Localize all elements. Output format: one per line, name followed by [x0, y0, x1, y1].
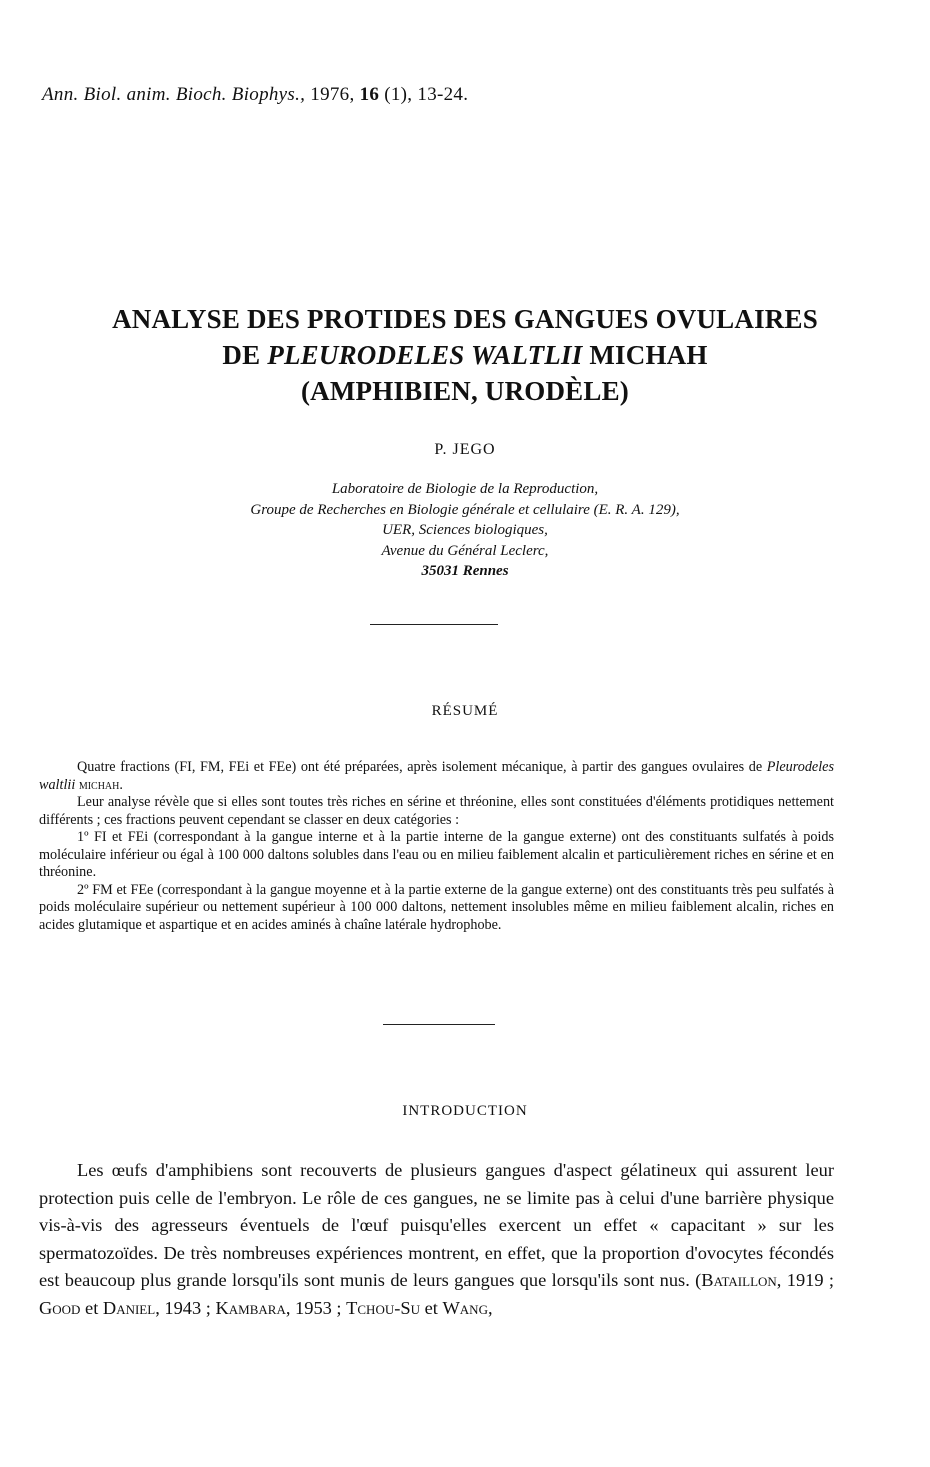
separator-rule	[370, 624, 498, 625]
reference-author: Kambara	[215, 1297, 286, 1318]
affiliation-line: UER, Sciences biologiques,	[382, 522, 548, 538]
abstract-paragraph: Quatre fractions (FI, FM, FEi et FEe) ont été préparées, après isolement mécanique, à partir des gangues ovulaires de Pleurodeles waltlii michah.	[39, 759, 834, 793]
title-line-2	[40, 337, 890, 373]
reference-author: Daniel	[102, 1297, 156, 1318]
title-line-1: ANALYSE DES PROTIDES DES GANGUES OVULAIRES	[112, 304, 818, 334]
introduction-heading: INTRODUCTION	[402, 1103, 528, 1119]
title-species-author: MICHAH	[589, 340, 708, 370]
citation-list: (Bataillon, 1919 ; Good et Daniel, 1943 ; Kambara, 1953 ; Tchou-Su et Wang,	[39, 1270, 834, 1318]
abstract-paragraph: Leur analyse révèle que si elles sont toutes très riches en sérine et thréonine, elles sont constituées d'éléments protidiques nettement différents ; ces fractions peuvent cependant se classer en deux catégories :	[39, 794, 834, 828]
body-paragraph: Les œufs d'amphibiens sont recouverts de plusieurs gangues d'aspect gélatineux qui assurent leur protection puis celle de l'embryon. Le rôle de ces gangues, ne se limite pas à celui d'une barrière physique vis-à-vis des agresseurs éventuels de l'œuf puisqu'elles exercent un effet « capacitant » sur les spermatozoïdes. De très nombreuses expériences montrent, en effet, que la proportion d'ovocytes fécondés est beaucoup plus grande lorsqu'ils sont munis de leurs gangues que lorsqu'ils sont nus. (Bataillon, 1919 ; Good et Daniel, 1943 ; Kambara, 1953 ; Tchou-Su et Wang,	[39, 1160, 834, 1318]
abstract	[39, 759, 834, 934]
reference-author: Wang	[442, 1297, 488, 1318]
author-name: P. JEGO	[434, 441, 496, 458]
reference-author: Tchou-Su	[346, 1297, 420, 1318]
affiliation-line: 35031 Rennes	[421, 563, 509, 579]
separator-rule	[383, 1024, 495, 1025]
journal-volume: 16	[359, 84, 380, 105]
species-name: Pleurodeles waltlii	[39, 759, 834, 793]
paper-title	[40, 301, 890, 409]
title-species: PLEURODELES WALTLII	[267, 340, 583, 370]
introduction-body	[39, 1157, 834, 1322]
resume-heading: RÉSUMÉ	[431, 703, 499, 719]
journal-name: Ann. Biol. anim. Bioch. Biophys.,	[42, 84, 306, 105]
journal-issue-pages: (1), 13-24.	[384, 84, 469, 105]
reference-author: Good	[39, 1297, 81, 1318]
abstract-paragraph: 2º FM et FEe (correspondant à la gangue moyenne et à la partie externe de la gangue externe) ont des constituants très peu sulfatés à poids moléculaire supérieur ou nettement supérieur à 100 000 daltons, nettement insolubles même en milieu faiblement alcalin, riches en acides glutamique et aspartique et en acides aminés à chaîne latérale hydrophobe.	[39, 881, 834, 933]
journal-year: 1976,	[310, 84, 355, 105]
affiliation-line: Groupe de Recherches en Biologie générale et cellulaire (E. R. A. 129),	[250, 501, 680, 518]
reference-author: Bataillon	[701, 1270, 777, 1290]
title-line-3: (AMPHIBIEN, URODÈLE)	[300, 376, 629, 406]
affiliation	[60, 479, 870, 582]
affiliation-line: Avenue du Général Leclerc,	[381, 542, 549, 559]
journal-citation	[42, 84, 468, 106]
species-author: michah.	[78, 776, 123, 793]
affiliation-line: Laboratoire de Biologie de la Reproduction,	[331, 481, 599, 497]
abstract-paragraph: 1º FI et FEi (correspondant à la gangue interne et à la partie interne de la gangue externe) ont des constituants sulfatés à poids moléculaire inférieur ou égal à 100 000 daltons solubles dans l'eau ou en milieu faiblement alcalin et particulièrement riches en sérine et en thréonine.	[39, 829, 834, 880]
title-prefix: DE	[222, 340, 261, 370]
